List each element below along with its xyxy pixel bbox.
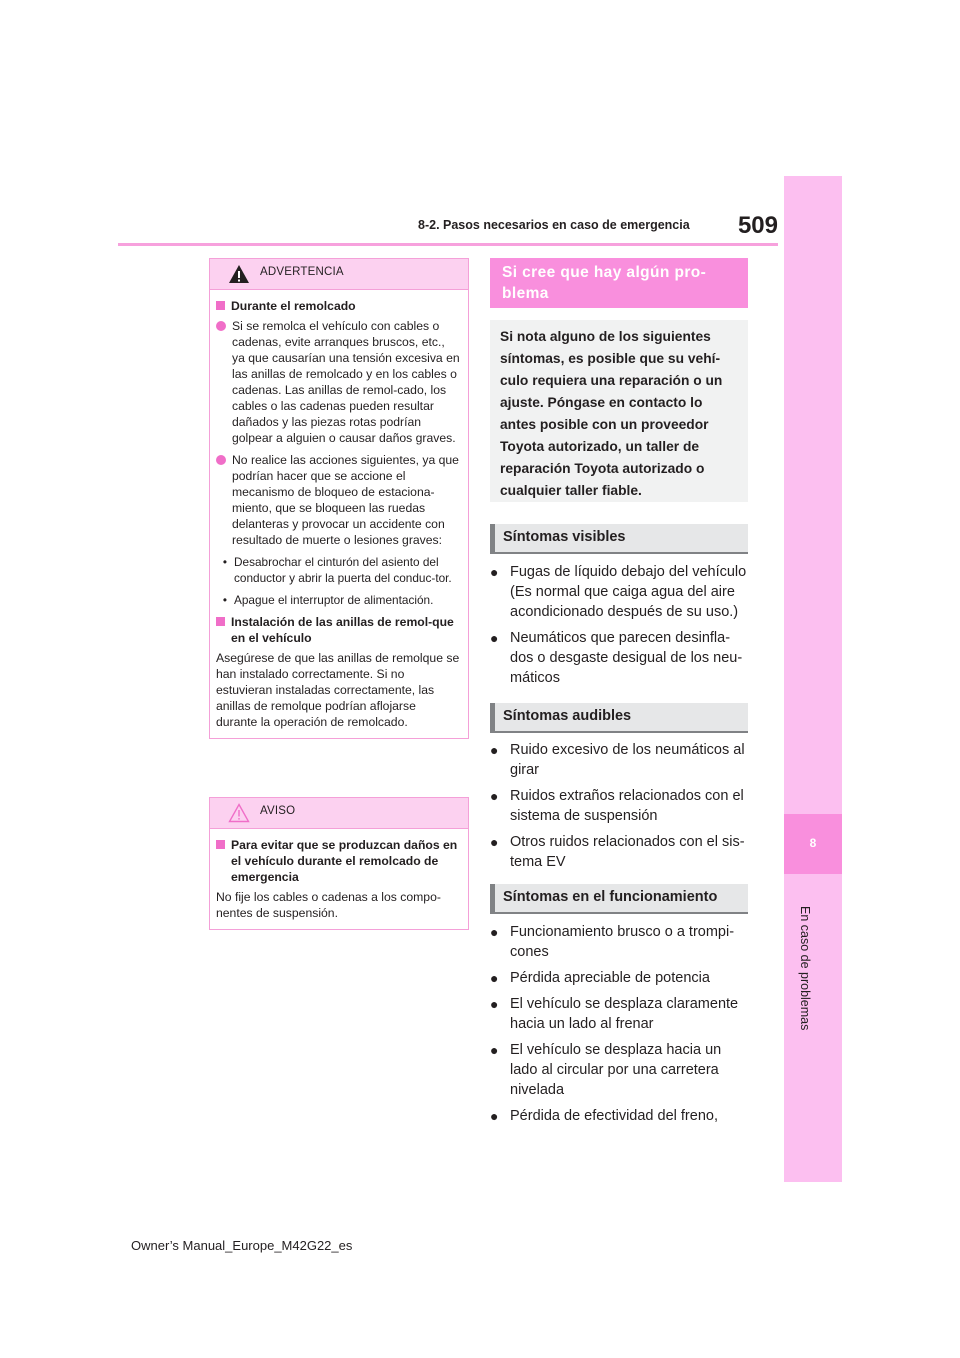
list-item-text: Fugas de líquido debajo del vehículo (Es normal que caiga agua del aire acondicionado después de su uso.) xyxy=(510,564,747,620)
operation-symptoms-list xyxy=(490,922,752,1132)
list-item-text: Neumáticos que parecen desinfla-dos o desgaste desigual de los neu-máticos xyxy=(510,630,743,686)
visible-symptoms-heading: Síntomas visibles xyxy=(490,524,748,554)
list-item xyxy=(490,1040,752,1100)
bullet-dot-icon: ● xyxy=(490,788,499,804)
notice-header xyxy=(210,798,468,829)
caution-triangle-icon xyxy=(228,803,250,823)
notice-paragraph: No fije los cables o cadenas a los compo-nentes de suspensión. xyxy=(216,890,441,920)
notice-subheading xyxy=(216,837,460,885)
list-item-text: Ruido excesivo de los neumáticos al girar xyxy=(510,742,745,778)
warning-subheading xyxy=(216,614,460,646)
warning-subheading xyxy=(216,298,460,314)
bullet-dot-icon: ● xyxy=(490,924,499,940)
header-divider xyxy=(118,243,778,246)
notice-subheading-text: Para evitar que se produzcan daños en el vehículo durante el remolcado de emergencia xyxy=(231,838,458,884)
section-heading: Si cree que hay algún pro-blema xyxy=(490,258,748,308)
square-bullet-icon xyxy=(216,617,225,626)
warning-paragraph: Asegúrese de que las anillas de remolque se han instalado correctamente. Si no estuvieran instaladas correctamente, las anillas de remolque podrían aflojarse durante la operación de remolcado. xyxy=(216,651,460,729)
bullet-dot-icon: ● xyxy=(490,834,499,850)
audible-symptoms-heading: Síntomas audibles xyxy=(490,703,748,733)
list-item-text: Pérdida de efectividad del freno, xyxy=(510,1108,718,1124)
chapter-side-tab xyxy=(784,176,842,1182)
list-item xyxy=(490,994,752,1034)
list-item xyxy=(490,832,752,872)
warning-point-text: Si se remolca el vehículo con cables o cadenas, evite arranques bruscos, etc., ya que causarían una tensión excesiva en las anillas de remolcado y en los cables o cadenas. Las anillas de remol-cado, los cables o las cadenas pueden resultar dañados y las piezas rotas podrían golpear a alguien o causar daños graves. xyxy=(232,319,460,445)
warning-body xyxy=(210,290,468,738)
warning-box xyxy=(209,258,469,739)
warning-list-item: • Apague el interruptor de alimentación. xyxy=(222,593,434,607)
footer-text: Owner’s Manual_Europe_M42G22_es xyxy=(131,1238,353,1253)
section-title: 8-2. Pasos necesarios en caso de emergencia xyxy=(418,218,690,232)
list-item-text: Funcionamiento brusco o a trompi-cones xyxy=(510,924,735,960)
list-item-text: El vehículo se desplaza hacia un lado al circular por una carretera nivelada xyxy=(510,1042,722,1098)
operation-symptoms-heading: Síntomas en el funcionamiento xyxy=(490,884,748,914)
warning-header-label: ADVERTENCIA xyxy=(260,266,344,278)
warning-point xyxy=(216,318,460,446)
notice-box xyxy=(209,797,469,930)
warning-list-item-text: Desabrochar el cinturón del asiento del conductor y abrir la puerta del conduc-tor. xyxy=(234,555,452,585)
list-item-text: El vehículo se desplaza claramente hacia un lado al frenar xyxy=(510,996,739,1032)
warning-list-item: • Desabrochar el cinturón del asiento del conductor y abrir la puerta del conduc-tor. xyxy=(216,554,460,586)
chapter-number-tab xyxy=(784,814,842,874)
bullet-dot-icon: ● xyxy=(490,742,499,758)
list-item-text: Pérdida apreciable de potencia xyxy=(510,970,710,986)
list-item-text: Otros ruidos relacionados con el sis-tema EV xyxy=(510,834,745,870)
warning-subheading-text: Durante el remolcado xyxy=(231,299,356,313)
chapter-number: 8 xyxy=(809,836,817,850)
list-item xyxy=(490,628,752,688)
visible-symptoms-list xyxy=(490,562,752,694)
list-item xyxy=(490,968,752,988)
list-item xyxy=(490,786,752,826)
bullet-dot-icon: ● xyxy=(490,564,499,580)
page-number: 509 xyxy=(737,212,778,239)
list-item xyxy=(490,1106,752,1126)
notice-header-label: AVISO xyxy=(260,805,296,817)
audible-symptoms-list xyxy=(490,740,752,878)
square-bullet-icon xyxy=(216,301,225,310)
warning-triangle-icon xyxy=(228,264,250,284)
warning-point xyxy=(216,452,460,548)
warning-point-text: No realice las acciones siguientes, ya que podrían hacer que se accione el mecanismo de bloqueo de estaciona-miento, que se bloqueen las ruedas delanteras y provocar un accidente con resultado de muerte o lesiones graves: xyxy=(232,453,459,547)
chapter-label: En caso de problemas xyxy=(798,906,812,1031)
circle-bullet-icon xyxy=(216,455,226,465)
bullet-dot-icon: ● xyxy=(490,1042,499,1058)
warning-header xyxy=(210,259,468,290)
square-bullet-icon xyxy=(216,840,225,849)
list-item xyxy=(490,562,752,622)
list-item xyxy=(490,740,752,780)
bullet-dot-icon: ● xyxy=(490,996,499,1012)
bullet-dot-icon: ● xyxy=(490,970,499,986)
bullet-dot-icon: ● xyxy=(490,630,499,646)
warning-subheading-text: Instalación de las anillas de remol-que en el vehículo xyxy=(231,615,454,645)
intro-box: Si nota alguno de los siguientes síntomas, es posible que su vehí-culo requiera una reparación o un ajuste. Póngase en contacto lo antes posible con un proveedor Toyota autorizado, un taller de reparación Toyota autorizado o cualquier taller fiable. xyxy=(490,320,748,502)
list-item xyxy=(490,922,752,962)
bullet-dot-icon: ● xyxy=(490,1108,499,1124)
circle-bullet-icon xyxy=(216,321,226,331)
notice-body xyxy=(210,829,468,929)
list-item-text: Ruidos extraños relacionados con el sistema de suspensión xyxy=(510,788,744,824)
warning-list-item-text: Apague el interruptor de alimentación. xyxy=(234,593,434,607)
